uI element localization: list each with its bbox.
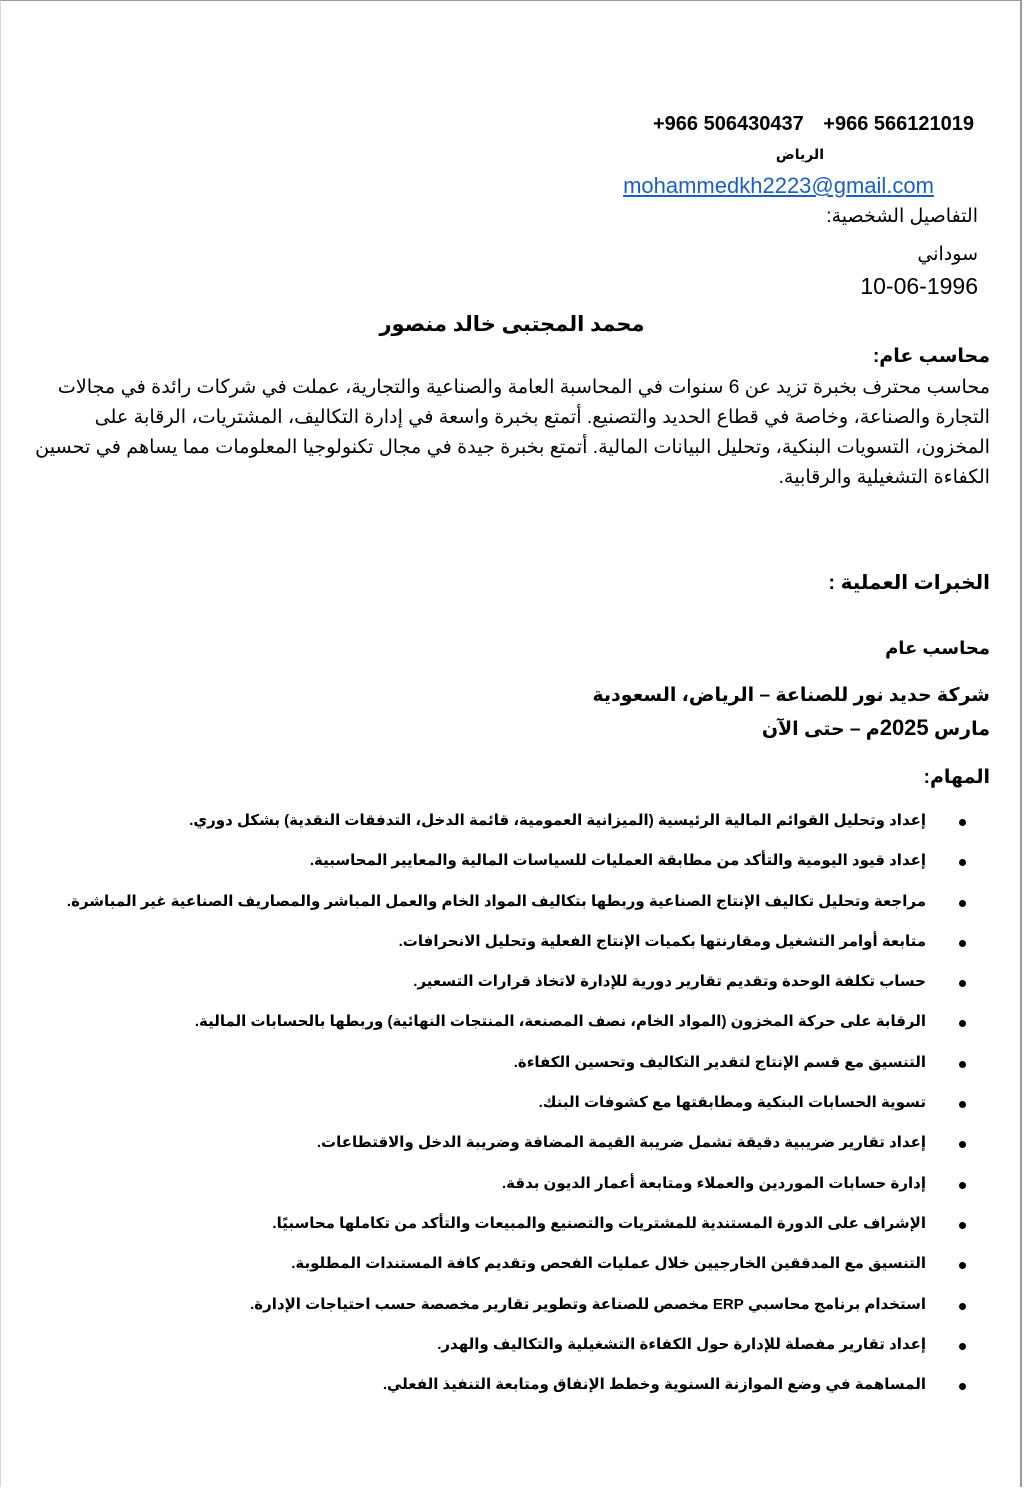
bullet-icon xyxy=(959,1303,966,1310)
bullet-icon xyxy=(959,1061,966,1068)
list-item: مراجعة وتحليل تكاليف الإنتاج الصناعية وربطها بتكاليف المواد الخام والعمل المباشر والمصاريف الصناعية غير المباشرة. xyxy=(6,891,966,931)
list-item: الإشراف على الدورة المستندية للمشتريات والتصنيع والمبيعات والتأكد من تكاملها محاسبيًا. xyxy=(6,1213,966,1253)
list-item: إعداد تقارير مفصلة للإدارة حول الكفاءة التشغيلية والتكاليف والهدر. xyxy=(6,1334,966,1374)
bullet-icon xyxy=(959,900,966,907)
city: الرياض xyxy=(775,146,824,162)
employment-period xyxy=(762,715,990,741)
phone-secondary: +966 506430437 xyxy=(653,113,804,135)
list-item: المساهمة في وضع الموازنة السنوية وخطط الإنفاق ومتابعة التنفيذ الفعلي. xyxy=(6,1374,966,1414)
list-item: متابعة أوامر التشغيل ومقارنتها بكميات الإنتاج الفعلية وتحليل الانحرافات. xyxy=(6,931,966,971)
bullet-icon xyxy=(959,1343,966,1350)
full-name: محمد المجتبى خالد منصور xyxy=(379,313,645,336)
bullet-icon xyxy=(959,819,966,826)
bullet-icon xyxy=(959,1222,966,1229)
bullet-icon xyxy=(959,1262,966,1269)
list-item: حساب تكلفة الوحدة وتقديم تقارير دورية للإدارة لاتخاذ قرارات التسعير. xyxy=(6,971,966,1011)
list-item: إعداد قيود اليومية والتأكد من مطابقة العمليات للسياسات المالية والمعايير المحاسبية. xyxy=(6,850,966,890)
list-item: التنسيق مع قسم الإنتاج لتقدير التكاليف وتحسين الكفاءة. xyxy=(6,1052,966,1092)
bullet-icon xyxy=(959,1141,966,1148)
list-item: استخدام برنامج محاسبي ERP مخصص للصناعة وتطوير تقارير مخصصة حسب احتياجات الإدارة. xyxy=(6,1294,966,1334)
bullet-icon xyxy=(959,1182,966,1189)
list-item: التنسيق مع المدققين الخارجيين خلال عمليات الفحص وتقديم كافة المستندات المطلوبة. xyxy=(6,1253,966,1293)
job-title: محاسب عام xyxy=(885,638,990,658)
bullet-icon xyxy=(959,859,966,866)
phone-primary: +966 566121019 xyxy=(823,113,974,135)
nationality: سوداني xyxy=(917,244,978,265)
list-item: تسوية الحسابات البنكية ومطابقتها مع كشوفات البنك. xyxy=(6,1092,966,1132)
bullet-icon xyxy=(959,980,966,987)
experience-title: الخبرات العملية : xyxy=(828,572,990,594)
bullet-icon xyxy=(959,1020,966,1027)
tasks-list xyxy=(6,810,966,1414)
period-year: 2025 xyxy=(879,715,929,740)
list-item: إعداد وتحليل القوائم المالية الرئيسية (الميزانية العمومية، قائمة الدخل، التدفقات النقدية) بشكل دوري. xyxy=(6,810,966,850)
company: شركة حديد نور للصناعة – الرياض، السعودية xyxy=(592,685,990,706)
birth-date: 10-06-1996 xyxy=(860,273,978,299)
period-month: مارس xyxy=(933,719,990,740)
period-rest: م – حتى الآن xyxy=(761,719,880,740)
bullet-icon xyxy=(959,940,966,947)
email-link[interactable]: mohammedkh2223@gmail.com xyxy=(623,173,934,198)
list-item: إدارة حسابات الموردين والعملاء ومتابعة أعمار الديون بدقة. xyxy=(6,1173,966,1213)
summary-title: محاسب عام: xyxy=(872,346,990,367)
bullet-icon xyxy=(959,1383,966,1390)
personal-details-label: التفاصيل الشخصية: xyxy=(826,206,978,227)
tasks-title: المهام: xyxy=(923,767,990,788)
list-item: الرقابة على حركة المخزون (المواد الخام، نصف المصنعة، المنتجات النهائية) وربطها بالحسابات المالية. xyxy=(6,1011,966,1051)
list-item: إعداد تقارير ضريبية دقيقة تشمل ضريبة القيمة المضافة وضريبة الدخل والاقتطاعات. xyxy=(6,1132,966,1172)
phone-numbers xyxy=(653,113,974,136)
summary-text: محاسب محترف بخبرة تزيد عن 6 سنوات في المحاسبة العامة والصناعية والتجارية، عملت في شركات رائدة في مجالات التجارة والصناعة، وخاصة في قطاع الحديد والتصنيع. أتمتع بخبرة واسعة في إدارة التكاليف، المشتريات، الرقابة على المخزون، التسويات البنكية، وتحليل البيانات المالية. أتمتع بخبرة جيدة في مجال تكنولوجيا المعلومات مما يساهم في تحسين الكفاءة التشغيلية والرقابية. xyxy=(35,377,990,488)
bullet-icon xyxy=(959,1101,966,1108)
